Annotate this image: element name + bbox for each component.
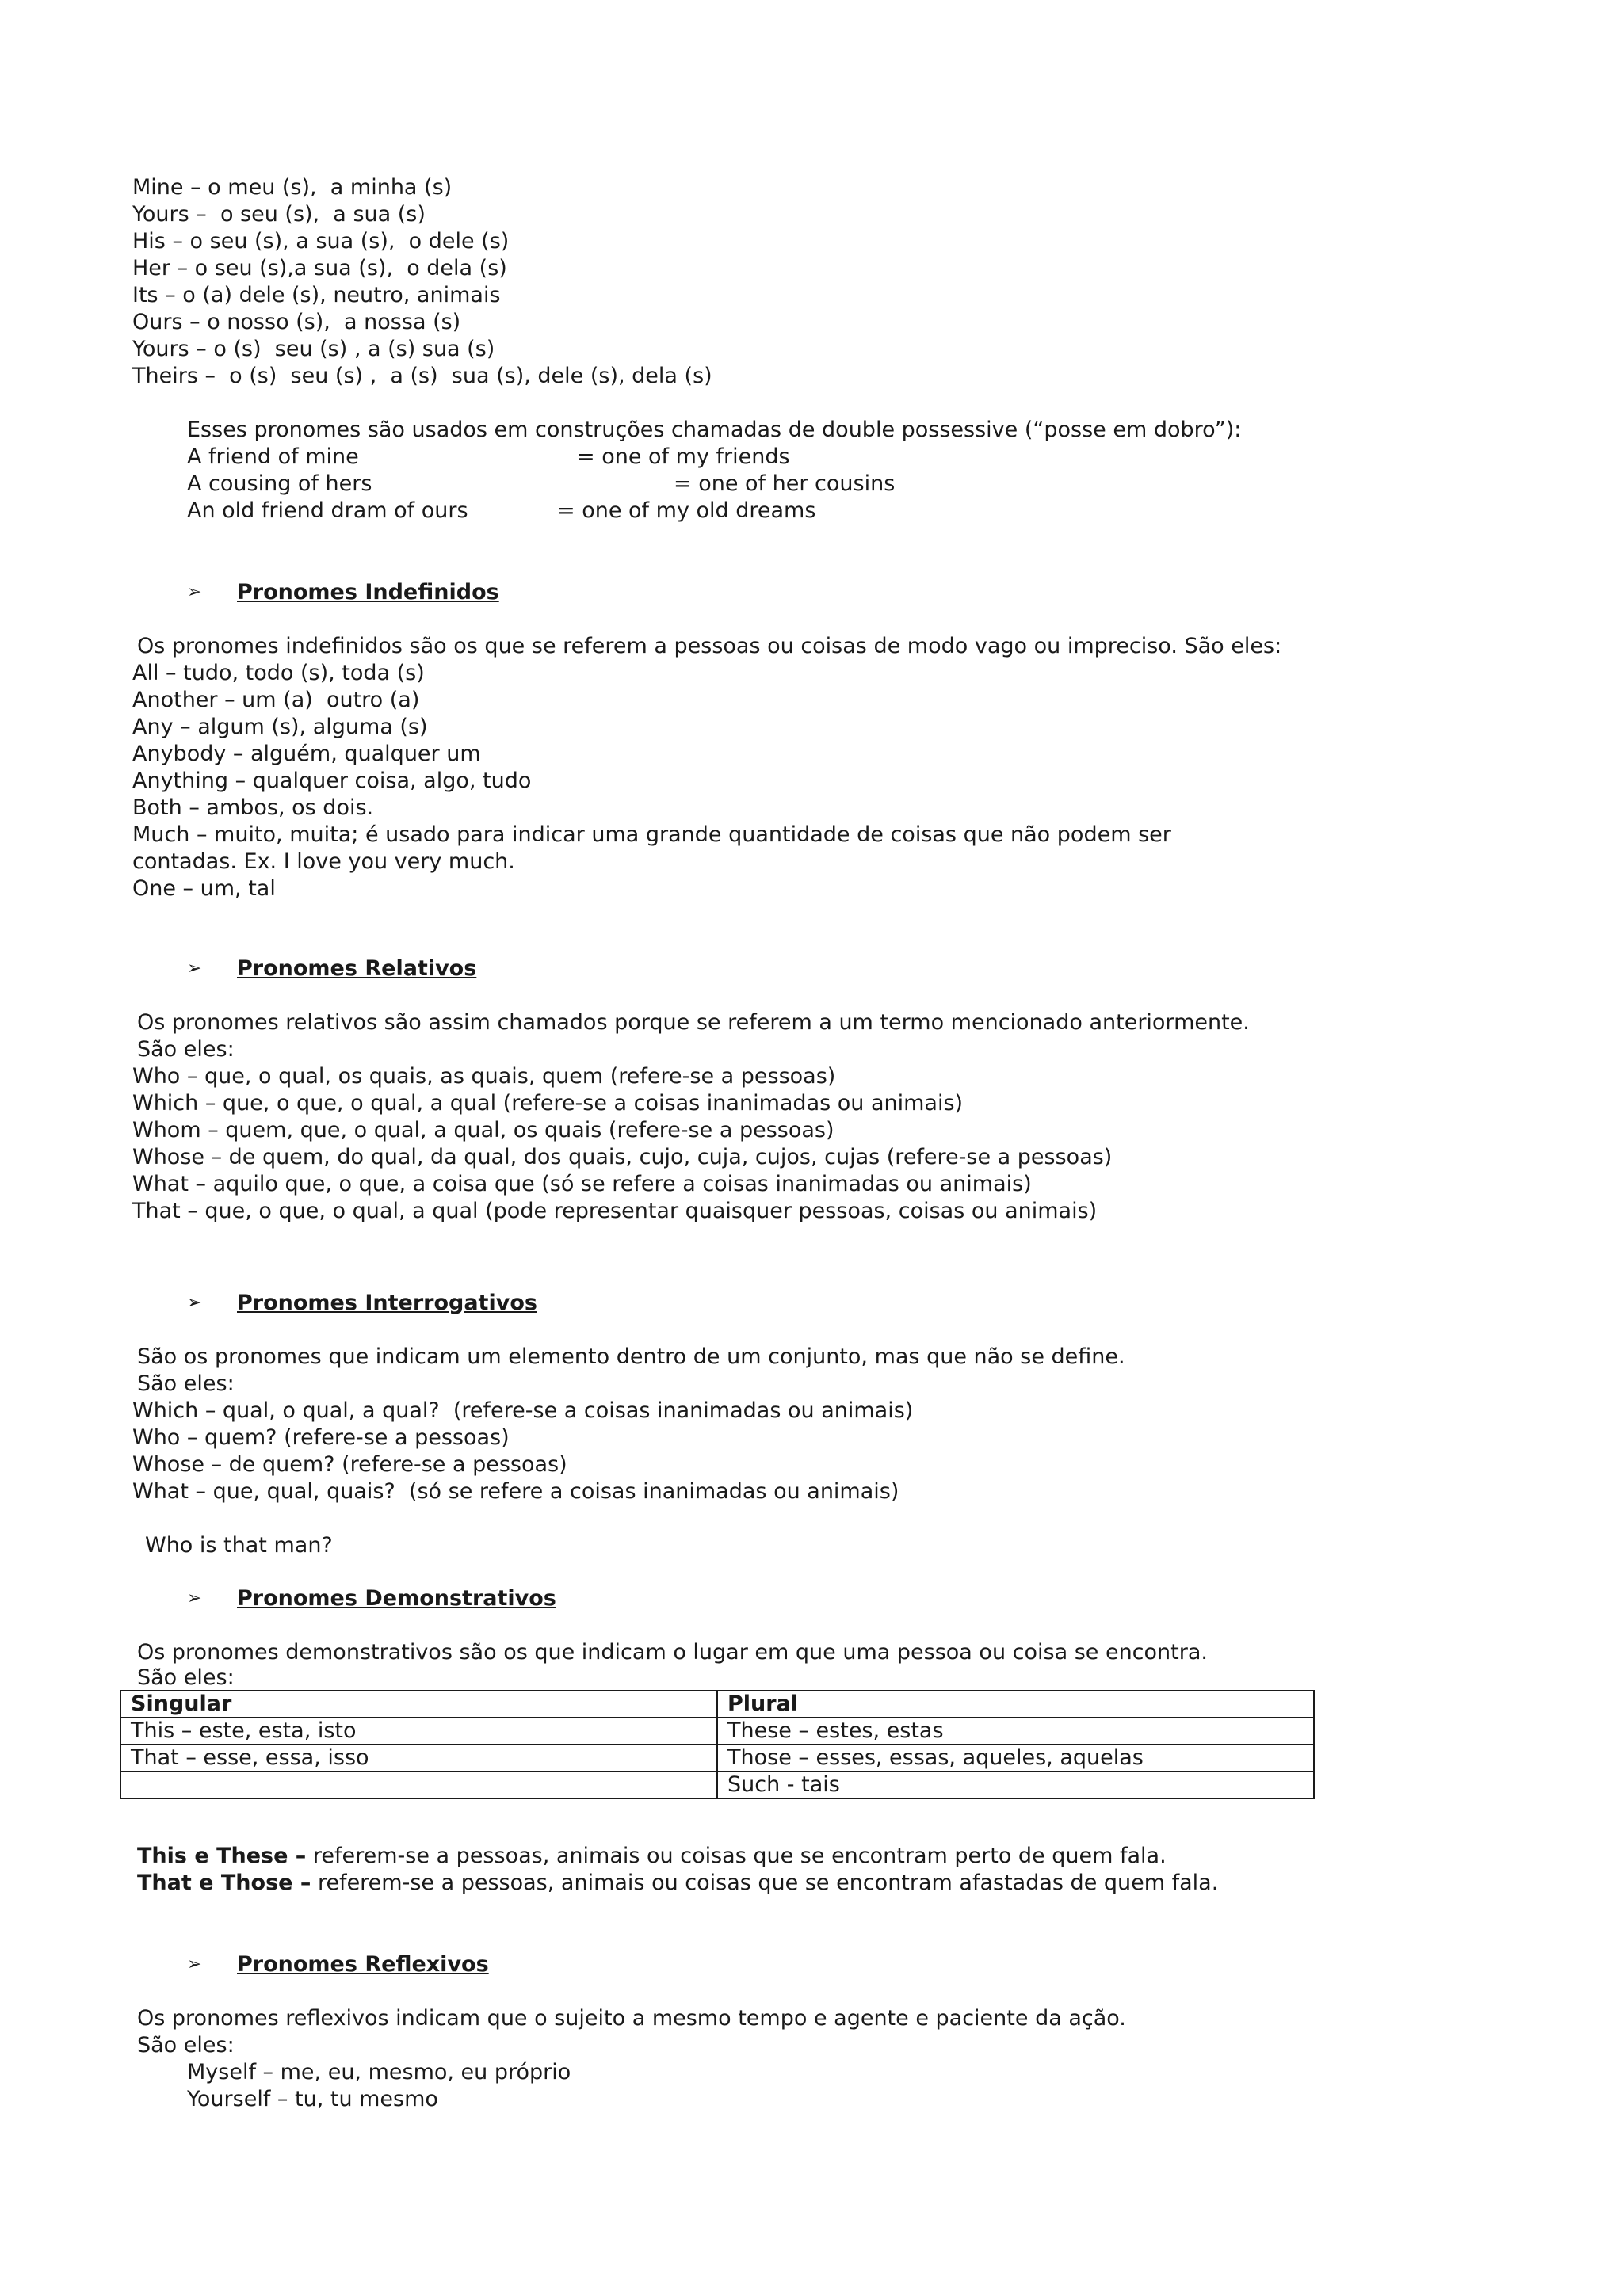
list-item: Theirs – o (s) seu (s) , a (s) sua (s), dele (s), dela (s) <box>132 364 712 388</box>
list-item: Whose – de quem? (refere-se a pessoas) <box>132 1452 567 1477</box>
paragraph: São os pronomes que indicam um elemento dentro de um conjunto, mas que não se define. <box>137 1344 1125 1369</box>
paragraph: São eles: <box>137 2033 235 2058</box>
list-item: Another – um (a) outro (a) <box>132 688 420 712</box>
arrow-bullet-icon: ➢ <box>187 1589 202 1608</box>
note-line <box>137 1870 1218 1897</box>
list-item: Yours – o (s) seu (s) , a (s) sua (s) <box>132 337 495 361</box>
example-right: = one of my old dreams <box>557 498 816 523</box>
section-heading: Pronomes Interrogativos <box>237 1291 537 1315</box>
table-row <box>120 1718 1314 1745</box>
paragraph: São eles: <box>137 1037 235 1062</box>
list-item: Which – que, o que, o qual, a qual (refere-se a coisas inanimadas ou animais) <box>132 1091 964 1116</box>
note-line <box>137 1843 1167 1870</box>
table-header: Plural <box>717 1691 1314 1718</box>
example-left: An old friend dram of ours <box>187 498 468 523</box>
list-item: Who – quem? (refere-se a pessoas) <box>132 1425 510 1450</box>
paragraph: Os pronomes demonstrativos são os que indicam o lugar em que uma pessoa ou coisa se encontra. <box>137 1640 1208 1665</box>
section-heading: Pronomes Relativos <box>237 956 477 981</box>
list-item: Both – ambos, os dois. <box>132 795 374 820</box>
paragraph: Os pronomes indefinidos são os que se referem a pessoas ou coisas de modo vago ou impreciso. São eles: <box>137 634 1282 658</box>
section-heading: Pronomes Reflexivos <box>237 1952 489 1977</box>
table-header: Singular <box>120 1691 717 1718</box>
list-item: Her – o seu (s),a sua (s), o dela (s) <box>132 256 507 280</box>
list-item: Its – o (a) dele (s), neutro, animais <box>132 283 501 307</box>
list-item: Myself – me, eu, mesmo, eu próprio <box>187 2060 571 2084</box>
table-cell: This – este, esta, isto <box>120 1718 717 1745</box>
demonstrative-table <box>120 1690 1315 1799</box>
arrow-bullet-icon: ➢ <box>187 582 202 602</box>
table-cell: That – esse, essa, isso <box>120 1745 717 1772</box>
table-cell: Those – esses, essas, aqueles, aquelas <box>717 1745 1314 1772</box>
arrow-bullet-icon: ➢ <box>187 959 202 978</box>
list-item: Ours – o nosso (s), a nossa (s) <box>132 310 461 334</box>
section-heading: Pronomes Indefinidos <box>237 580 499 605</box>
example-sentence: Who is that man? <box>145 1533 333 1558</box>
list-item: Yourself – tu, tu mesmo <box>187 2087 438 2111</box>
example-right: = one of my friends <box>577 444 790 469</box>
table-cell: These – estes, estas <box>717 1718 1314 1745</box>
note-text: referem-se a pessoas, animais ou coisas que se encontram perto de quem fala. <box>306 1844 1167 1868</box>
arrow-bullet-icon: ➢ <box>187 1293 202 1313</box>
list-item: Anything – qualquer coisa, algo, tudo <box>132 769 532 793</box>
list-item: His – o seu (s), a sua (s), o dele (s) <box>132 229 510 254</box>
paragraph: Os pronomes reflexivos indicam que o sujeito a mesmo tempo e agente e paciente da ação. <box>137 2006 1126 2031</box>
list-item: Who – que, o qual, os quais, as quais, quem (refere-se a pessoas) <box>132 1064 836 1089</box>
paragraph: Esses pronomes são usados em construções chamadas de double possessive (“posse em dobro”): <box>187 418 1242 442</box>
list-item: That – que, o que, o qual, a qual (pode representar quaisquer pessoas, coisas ou animais) <box>132 1199 1098 1223</box>
paragraph: São eles: <box>137 1371 235 1396</box>
note-term: That e Those – <box>137 1871 311 1895</box>
list-item: One – um, tal <box>132 876 276 901</box>
paragraph: São eles: <box>137 1665 235 1690</box>
arrow-bullet-icon: ➢ <box>187 1955 202 1974</box>
table-header-row <box>120 1691 1314 1718</box>
section-heading: Pronomes Demonstrativos <box>237 1586 556 1611</box>
list-item: All – tudo, todo (s), toda (s) <box>132 661 425 685</box>
list-item: Whom – quem, que, o qual, a qual, os quais (refere-se a pessoas) <box>132 1118 834 1142</box>
example-right: = one of her cousins <box>674 471 896 496</box>
paragraph: Os pronomes relativos são assim chamados porque se referem a um termo mencionado anteriormente. <box>137 1010 1250 1035</box>
list-item: Much – muito, muita; é usado para indicar uma grande quantidade de coisas que não podem ser <box>132 822 1171 847</box>
table-row <box>120 1772 1314 1798</box>
list-item: Mine – o meu (s), a minha (s) <box>132 175 453 200</box>
list-item: Yours – o seu (s), a sua (s) <box>132 202 426 227</box>
table-cell: Such - tais <box>717 1772 1314 1798</box>
list-item: Which – qual, o qual, a qual? (refere-se a coisas inanimadas ou animais) <box>132 1398 914 1423</box>
list-item: What – que, qual, quais? (só se refere a coisas inanimadas ou animais) <box>132 1479 899 1504</box>
table-row <box>120 1745 1314 1772</box>
list-item: Anybody – alguém, qualquer um <box>132 742 481 766</box>
example-left: A cousing of hers <box>187 471 372 496</box>
note-term: This e These – <box>137 1844 307 1868</box>
list-item: Whose – de quem, do qual, da qual, dos quais, cujo, cuja, cujos, cujas (refere-se a pessoas) <box>132 1145 1113 1169</box>
list-item: What – aquilo que, o que, a coisa que (só se refere a coisas inanimadas ou animais) <box>132 1172 1032 1196</box>
list-item: Any – algum (s), alguma (s) <box>132 715 428 739</box>
example-left: A friend of mine <box>187 444 359 469</box>
note-text: referem-se a pessoas, animais ou coisas que se encontram afastadas de quem fala. <box>311 1871 1219 1895</box>
table-cell <box>120 1772 717 1798</box>
list-item: contadas. Ex. I love you very much. <box>132 849 515 874</box>
